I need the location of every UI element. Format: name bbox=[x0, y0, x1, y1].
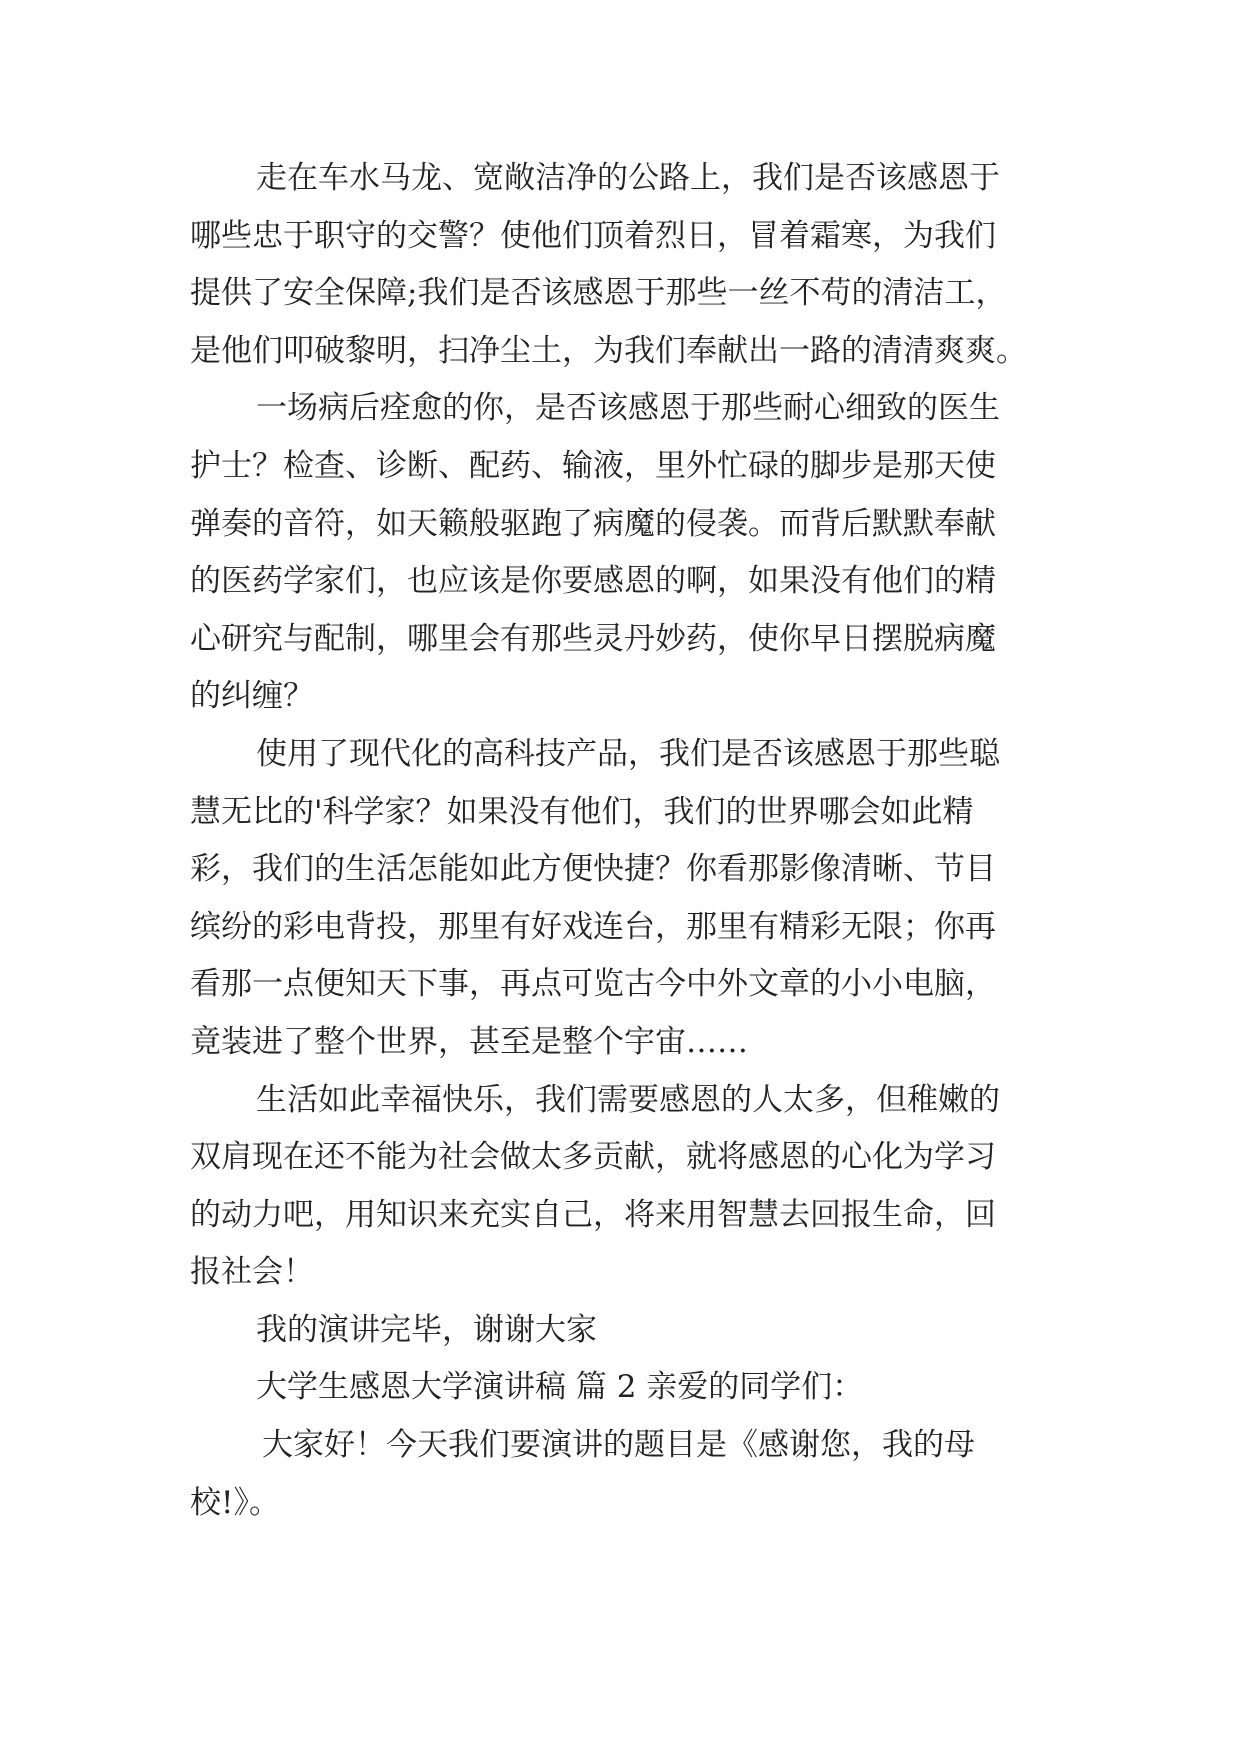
paragraph-line: 彩，我们的生活怎能如此方便快捷？你看那影像清晰、节目 bbox=[190, 851, 996, 888]
paragraph-line: 一场病后痊愈的你，是否该感恩于那些耐心细致的医生 bbox=[256, 390, 1000, 427]
paragraph-line: 是他们叩破黎明，扫净尘土，为我们奉献出一路的清清爽爽。 bbox=[190, 332, 1027, 369]
closing-line: 我的演讲完毕，谢谢大家 bbox=[256, 1311, 597, 1348]
paragraph-line: 弹奏的音符，如天籁般驱跑了病魔的侵袭。而背后默默奉献 bbox=[190, 505, 996, 542]
paragraph-line: 护士？检查、诊断、配药、输液，里外忙碌的脚步是那天使 bbox=[190, 447, 996, 484]
paragraph-line: 哪些忠于职守的交警？使他们顶着烈日，冒着霜寒，为我们 bbox=[190, 217, 996, 254]
paragraph-line: 竟装进了整个世界，甚至是整个宇宙…… bbox=[190, 1023, 748, 1060]
document-body bbox=[190, 150, 1090, 1532]
paragraph-line: 看那一点便知天下事，再点可览古今中外文章的小小电脑， bbox=[190, 966, 996, 1003]
paragraph-line: 使用了现代化的高科技产品，我们是否该感恩于那些聪 bbox=[256, 735, 1000, 772]
paragraph-line: 走在车水马龙、宽敞洁净的公路上，我们是否该感恩于 bbox=[256, 160, 1000, 196]
paragraph-line: 缤纷的彩电背投，那里有好戏连台，那里有精彩无限；你再 bbox=[190, 908, 996, 945]
paragraph-line: 双肩现在还不能为社会做太多贡献，就将感恩的心化为学习 bbox=[190, 1139, 996, 1176]
paragraph-line: 提供了安全保障;我们是否该感恩于那些一丝不苟的清洁工， bbox=[190, 275, 1007, 312]
section-heading: 大学生感恩大学演讲稿 篇 2 亲爱的同学们： bbox=[256, 1369, 864, 1406]
paragraph-line: 报社会！ bbox=[190, 1254, 314, 1291]
paragraph-line: 慧无比的'科学家？如果没有他们，我们的世界哪会如此精 bbox=[190, 793, 974, 830]
paragraph-line: 的动力吧，用知识来充实自己，将来用智慧去回报生命，回 bbox=[190, 1196, 996, 1233]
paragraph-line: 大家好！今天我们要演讲的题目是《感谢您，我的母 bbox=[262, 1427, 975, 1464]
paragraph-line: 的医药学家们，也应该是你要感恩的啊，如果没有他们的精 bbox=[190, 563, 996, 600]
paragraph-line: 校!》。 bbox=[190, 1484, 280, 1521]
paragraph-line: 心研究与配制，哪里会有那些灵丹妙药，使你早日摆脱病魔 bbox=[190, 620, 996, 657]
paragraph-line: 的纠缠？ bbox=[190, 678, 314, 715]
paragraph-line: 生活如此幸福快乐，我们需要感恩的人太多，但稚嫩的 bbox=[256, 1081, 1000, 1118]
